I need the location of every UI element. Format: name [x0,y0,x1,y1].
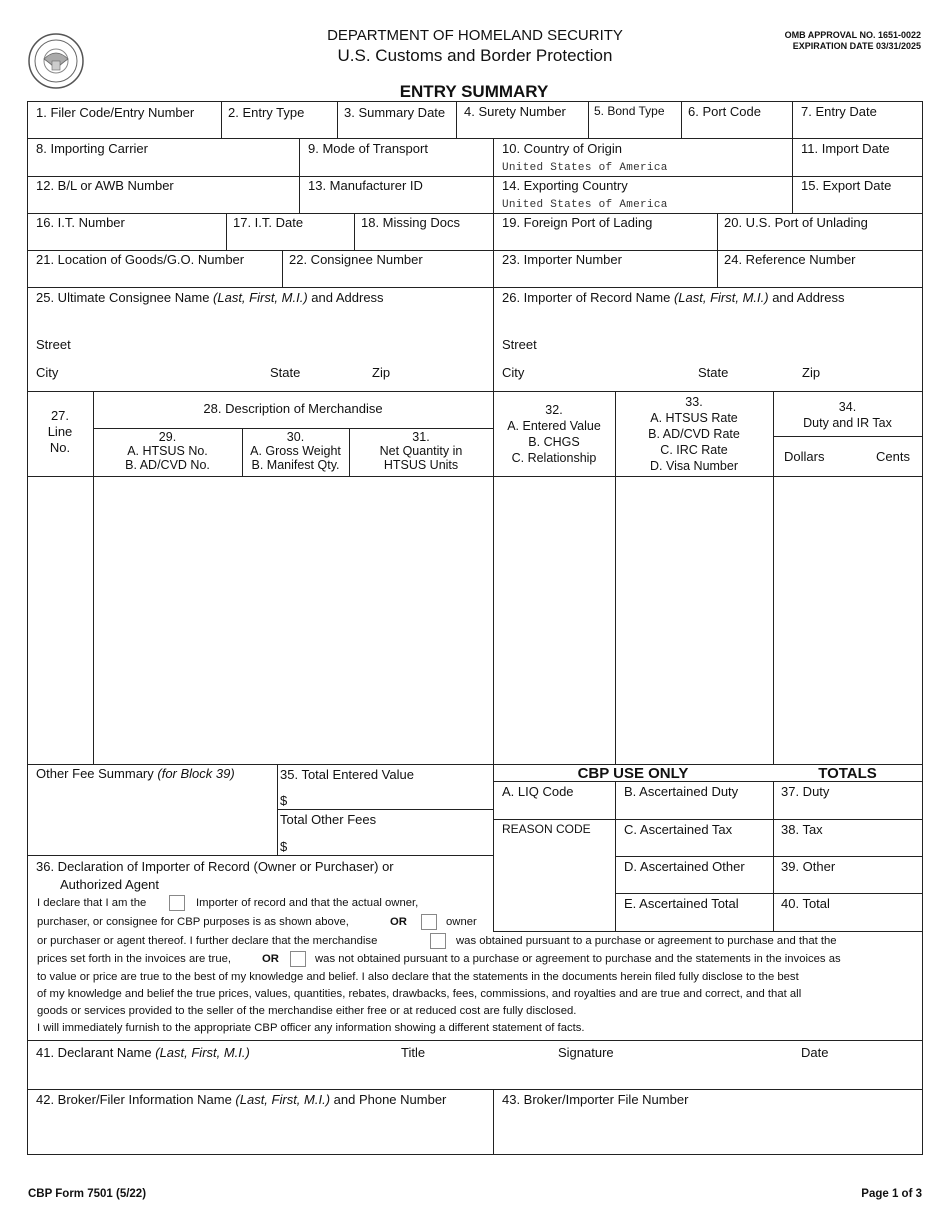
declaration-line-3b: was obtained pursuant to a purchase or agreement to purchase and that the [456,935,837,947]
importer-street-label: Street [502,337,537,352]
declaration-or-1: OR [390,916,407,928]
not-obtained-pursuant-checkbox[interactable] [290,951,306,967]
col-gross-weight-header [242,430,349,472]
col32-l3: B. CHGS [528,435,580,449]
col33-l2: A. HTSUS Rate [650,411,738,425]
mode-of-transport-field[interactable]: 9. Mode of Transport [308,141,428,156]
reference-number-field[interactable]: 24. Reference Number [724,252,856,267]
col-description-header: 28. Description of Merchandise [203,401,383,416]
col30-l2: A. Gross Weight [250,444,341,458]
manufacturer-id-field[interactable]: 13. Manufacturer ID [308,178,423,193]
form-number: CBP Form 7501 (5/22) [28,1188,147,1200]
col27-l3: No. [49,440,71,455]
liq-code-field[interactable]: A. LIQ Code [502,784,574,799]
missing-docs-field[interactable]: 18. Missing Docs [361,215,460,230]
importer-of-record-label[interactable] [502,290,844,305]
entry-date-field[interactable]: 7. Entry Date [801,104,877,119]
it-number-field[interactable]: 16. I.T. Number [36,215,125,230]
ascertained-tax-field[interactable]: C. Ascertained Tax [624,822,733,837]
import-date-field[interactable]: 11. Import Date [801,141,890,156]
col-duty-tax-header [773,399,922,431]
col27-l2: Line [47,424,73,439]
obtained-pursuant-checkbox[interactable] [430,933,446,949]
declaration-line-3: or purchaser or agent thereof. I further declare that the merchandise [37,935,378,947]
cbp-use-only-heading: CBP USE ONLY [577,765,689,782]
exporting-country-label: 14. Exporting Country [502,178,628,193]
col33-l1: 33. [685,395,703,409]
total-other-fees-label: Total Other Fees [280,812,377,827]
location-of-goods-field[interactable]: 21. Location of Goods/G.O. Number [36,252,245,267]
col-htsus-rate-header [615,394,773,474]
importer-zip-label: Zip [802,365,821,380]
bl-awb-number-field[interactable]: 12. B/L or AWB Number [36,178,174,193]
other-fee-summary-b: (for Block 39) [157,766,235,781]
dhs-seal [28,33,84,89]
other-fee-summary-a: Other Fee Summary [36,766,158,781]
broker-filer-c: and Phone Number [330,1092,447,1107]
agency-name: U.S. Customs and Border Protection [337,46,613,65]
importer-number-field[interactable]: 23. Importer Number [502,252,622,267]
declaration-owner: owner [446,916,477,928]
col31-l2: Net Quantity in [379,444,463,458]
declaration-heading-line1: 36. Declaration of Importer of Record (Owner or Purchaser) or [36,859,394,874]
entry-type-field[interactable]: 2. Entry Type [228,105,305,120]
broker-importer-file-number-field[interactable]: 43. Broker/Importer File Number [502,1092,689,1107]
col27-l1: 27. [50,408,70,423]
cents-label: Cents [876,449,910,464]
consignee-zip-label: Zip [372,365,391,380]
ultimate-consignee-label-b: (Last, First, M.I.) [213,290,308,305]
decl-l2a: purchaser, or consignee for CBP purposes is as shown above, [37,916,349,928]
importer-of-record-label-c: and Address [768,290,845,305]
us-port-of-unlading-field[interactable]: 20. U.S. Port of Unlading [724,215,868,230]
other-total-field[interactable]: 39. Other [781,859,836,874]
declarant-signature-field[interactable]: Signature [558,1045,614,1060]
tax-total-field[interactable]: 38. Tax [781,822,823,837]
col30-l3: B. Manifest Qty. [251,458,340,472]
consignee-number-field[interactable]: 22. Consignee Number [289,252,423,267]
broker-filer-a: 42. Broker/Filer Information Name [36,1092,236,1107]
foreign-port-of-lading-field[interactable]: 19. Foreign Port of Lading [502,215,653,230]
grand-total-field[interactable]: 40. Total [781,896,830,911]
department-name: DEPARTMENT OF HOMELAND SECURITY [327,27,623,44]
broker-filer-b: (Last, First, M.I.) [235,1092,331,1107]
duty-total-field[interactable]: 37. Duty [781,784,830,799]
col33-l5: D. Visa Number [650,459,738,473]
owner-checkbox[interactable] [421,914,437,930]
port-code-field[interactable]: 6. Port Code [688,104,761,119]
total-other-fees-dollar[interactable]: $ [280,839,288,854]
col32-l2: A. Entered Value [507,419,601,433]
ultimate-consignee-label-a: 25. Ultimate Consignee Name [36,290,214,305]
declaration-line-4b: was not obtained pursuant to a purchase or agreement to purchase and the statements in the invoices as [315,953,841,965]
col32-l4: C. Relationship [511,451,597,465]
importer-of-record-checkbox[interactable] [169,895,185,911]
declarant-name-a: 41. Declarant Name [36,1045,156,1060]
importer-city-label: City [502,365,525,380]
col-htsus-header [93,430,242,472]
broker-filer-info-field[interactable] [36,1092,446,1107]
other-fee-summary-label[interactable] [36,766,235,781]
declaration-line-5: to value or price are true to the best of my knowledge and belief. I also declare that the statements in the documents herein filed fully disclose to the best [37,971,799,983]
country-of-origin-value[interactable]: United States of America [502,162,668,174]
declaration-line-6: of my knowledge and belief the true prices, values, quantities, rebates, drawbacks, fees, commissions, and royalties and are true and correct, and that all [37,988,802,1000]
importer-of-record-label-b: (Last, First, M.I.) [673,290,769,305]
filer-code-entry-number-field[interactable]: 1. Filer Code/Entry Number [36,105,195,120]
bond-type-field[interactable]: 5. Bond Type [594,104,665,118]
declaration-line-8: I will immediately furnish to the appropriate CBP officer any information showing a different statement of facts. [37,1022,585,1034]
summary-date-field[interactable]: 3. Summary Date [344,105,446,120]
col33-l4: C. IRC Rate [660,443,728,457]
importing-carrier-field[interactable]: 8. Importing Carrier [36,141,148,156]
col34-l2: Duty and IR Tax [803,416,892,430]
consignee-street-label: Street [36,337,71,352]
page-number: Page 1 of 3 [861,1188,922,1200]
expiration-date: EXPIRATION DATE 03/31/2025 [792,41,921,51]
col-line-number-header [27,408,93,456]
line-items-area[interactable] [28,477,922,763]
declaration-line-2 [37,915,349,929]
consignee-city-label: City [36,365,59,380]
importer-of-record-label-a: 26. Importer of Record Name [502,290,674,305]
declaration-line-4: prices set forth in the invoices are true, [37,953,232,965]
col29-l3: B. AD/CVD No. [125,458,210,472]
declaration-heading-line2: Authorized Agent [60,877,160,892]
declarant-name-field[interactable] [36,1045,250,1060]
col31-l1: 31. [412,430,430,444]
col30-l1: 30. [286,430,305,444]
col-net-quantity-header [349,430,493,472]
total-entered-value-dollar[interactable]: $ [280,793,288,808]
declaration-line-1 [37,896,146,910]
col29-l2: A. HTSUS No. [127,444,208,458]
ascertained-total-field[interactable]: E. Ascertained Total [624,896,739,911]
total-entered-value-label: 35. Total Entered Value [280,767,414,782]
col33-l3: B. AD/CVD Rate [648,427,740,441]
declarant-title-field[interactable]: Title [401,1045,426,1060]
col29-l1: 29. [158,430,177,444]
col-entered-value-header [493,402,615,466]
decl-l1a: I declare that I am the [37,897,147,909]
export-date-field[interactable]: 15. Export Date [801,178,892,193]
ascertained-duty-field[interactable]: B. Ascertained Duty [624,784,739,799]
exporting-country-value[interactable]: United States of America [502,199,668,211]
col32-l1: 32. [545,403,563,417]
declaration-line-7: goods or services provided to the seller of the merchandise either free or at reduced cost are fully disclosed. [37,1005,577,1017]
declaration-or-2: OR [262,953,279,965]
form-title: ENTRY SUMMARY [399,82,549,101]
omb-approval: OMB APPROVAL NO. 1651-0022 [784,30,921,40]
col34-l1: 34. [838,400,857,414]
reason-code-field[interactable]: REASON CODE [502,822,591,836]
ultimate-consignee-label-c: and Address [307,290,384,305]
it-date-field[interactable]: 17. I.T. Date [233,215,304,230]
totals-heading: TOTALS [818,765,877,782]
ascertained-other-field[interactable]: D. Ascertained Other [624,859,745,874]
declaration-line-1b: Importer of record and that the actual owner, [196,897,419,909]
dollars-label: Dollars [784,449,825,464]
declarant-date-field[interactable]: Date [801,1045,829,1060]
surety-number-field[interactable]: 4. Surety Number [464,104,566,119]
declarant-name-b: (Last, First, M.I.) [155,1045,250,1060]
country-of-origin-label: 10. Country of Origin [502,141,622,156]
consignee-state-label: State [270,365,301,380]
col31-l3: HTSUS Units [383,458,459,472]
importer-state-label: State [698,365,729,380]
ultimate-consignee-label[interactable] [36,290,384,305]
